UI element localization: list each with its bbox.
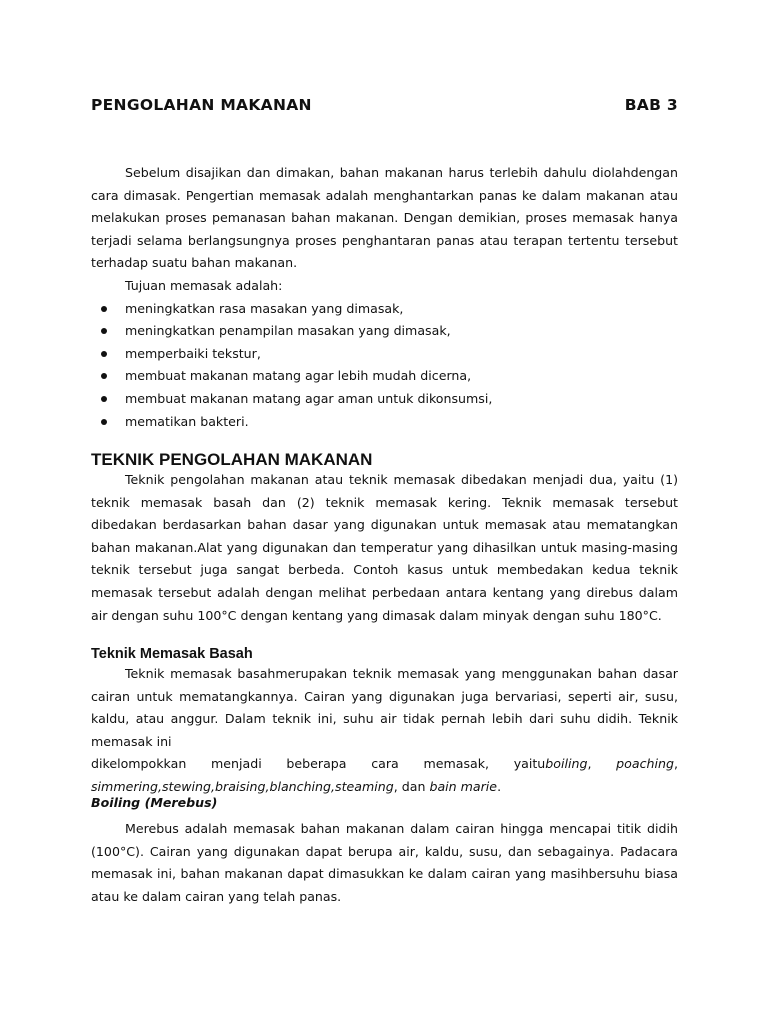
teknik-paragraph: Teknik pengolahan makanan atau teknik memasak dibedakan menjadi dua, yaitu (1) teknik memasak basah dan (2) teknik memasak kering. Teknik memasak tersebut dibedakan berdasarkan bahan dasar yang digunakan untuk memasak atau mematangkan bahan makanan.Alat yang digunakan dan temperatur yang dihasilkan untuk masing-masing teknik tersebut juga sangat berbeda. Contoh kasus untuk membedakan kedua teknik memasak tersebut adalah dengan melihat perbedaan antara kentang yang direbus dalam air dengan suhu 100°C dengan kentang yang dimasak dalam minyak dengan suhu 180°C. <box>91 472 678 623</box>
bullet-icon <box>101 351 107 357</box>
bullet-icon <box>101 396 107 402</box>
page-header <box>91 96 678 114</box>
purpose-label: Tujuan memasak adalah: <box>125 277 283 293</box>
basah-paragraph: Teknik memasak basahmerupakan teknik memasak yang menggunakan bahan dasar cairan untuk mematangkannya. Cairan yang digunakan juga bervariasi, seperti air, susu, kaldu, atau anggur. Dalam teknik ini, suhu air tidak pernah lebih dari suhu didih. Teknik memasak ini <box>91 666 678 749</box>
basah-terms-line: simmering,stewing,braising,blanching,steaming, dan bain marie. <box>91 778 502 794</box>
list-item: membuat makanan matang agar lebih mudah dicerna, <box>91 365 678 388</box>
subsection-heading-boiling: Boiling (Merebus) <box>91 795 218 810</box>
boiling-paragraph: Merebus adalah memasak bahan makanan dalam cairan hingga mencapai titik didih (100°C). Cairan yang digunakan dapat berupa air, kaldu, susu, dan sebagainya. Padacara memasak ini, bahan makanan dapat dimasukkan ke dalam cairan yang masihbersuhu biasa atau ke dalam cairan yang telah panas. <box>91 821 678 904</box>
purpose-list <box>91 298 678 434</box>
intro-section <box>91 162 678 433</box>
term-poaching: poaching <box>616 756 674 772</box>
document-title: PENGOLAHAN MAKANAN <box>91 96 312 114</box>
boiling-section <box>91 818 678 908</box>
list-item: meningkatkan penampilan masakan yang dimasak, <box>91 320 678 343</box>
basah-section <box>91 663 678 799</box>
bullet-icon <box>101 306 107 312</box>
teknik-section <box>91 469 678 627</box>
subsection-heading-basah: Teknik Memasak Basah <box>91 646 253 662</box>
chapter-label: BAB 3 <box>624 96 678 114</box>
intro-paragraph: Sebelum disajikan dan dimakan, bahan makanan harus terlebih dahulu diolahdengan cara dimasak. Pengertian memasak adalah menghantarkan panas ke dalam makanan atau melakukan proses pemanasan bahan makanan. Dengan demikian, proses memasak hanya terjadi selama berlangsungnya proses penghantaran panas atau terapan tertentu tersebut terhadap suatu bahan makanan. <box>91 165 678 271</box>
list-item: memperbaiki tekstur, <box>91 343 678 366</box>
list-item: mematikan bakteri. <box>91 411 678 434</box>
bullet-icon <box>101 328 107 334</box>
section-heading-teknik: TEKNIK PENGOLAHAN MAKANAN <box>91 450 373 469</box>
basah-spread-line: dikelompokkan menjadi beberapa cara memasak, yaituboiling, poaching, <box>91 756 678 772</box>
list-item: membuat makanan matang agar aman untuk dikonsumsi, <box>91 388 678 411</box>
list-item: meningkatkan rasa masakan yang dimasak, <box>91 298 678 321</box>
term-boiling: boiling <box>545 756 588 772</box>
bullet-icon <box>101 373 107 379</box>
bullet-icon <box>101 419 107 425</box>
